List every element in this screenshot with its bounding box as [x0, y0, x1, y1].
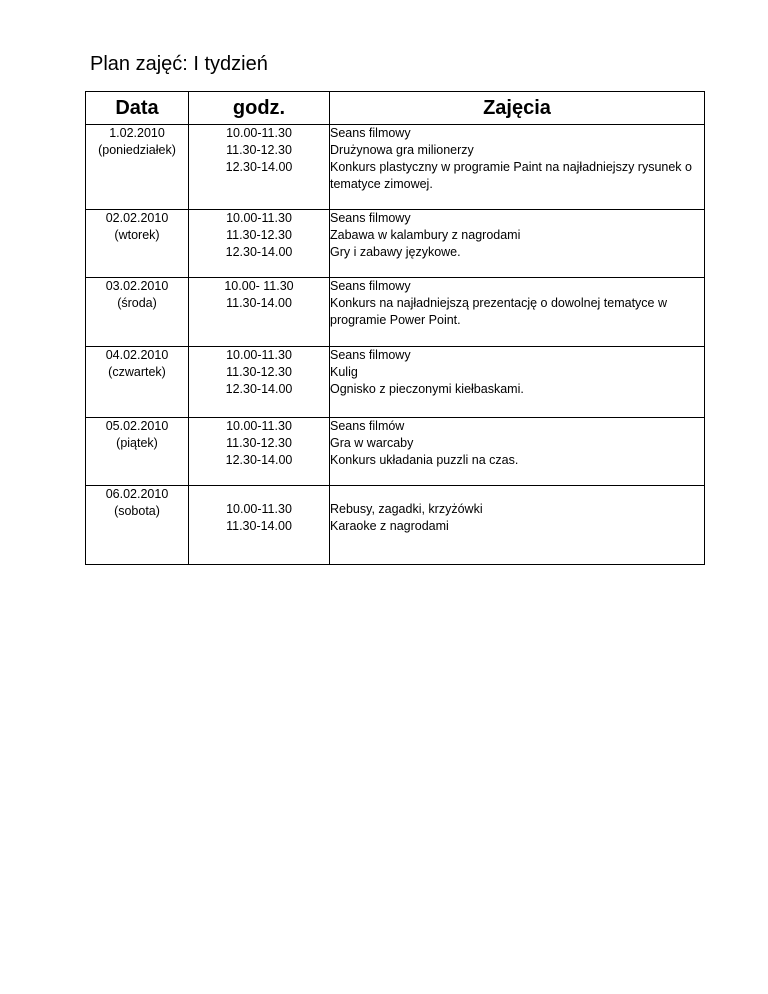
time-slot: 10.00-11.30: [226, 419, 292, 433]
activity-item: Seans filmowy: [330, 211, 411, 225]
date-cell: [86, 486, 189, 565]
date-value: 06.02.2010: [105, 487, 169, 501]
table-row: [86, 278, 705, 347]
day-name: (czwartek): [108, 365, 166, 379]
date-cell: [86, 418, 189, 486]
table-row: [86, 347, 705, 418]
table-row: [86, 486, 705, 565]
time-slot: 10.00-11.30: [226, 502, 292, 516]
activities-cell: [330, 125, 705, 210]
activities-cell: [330, 486, 705, 565]
activity-item: Seans filmów: [330, 419, 405, 433]
activities-cell: [330, 347, 705, 418]
header-activities: Zajęcia: [330, 92, 705, 125]
activity-item: Kulig: [330, 365, 358, 379]
activity-item: Zabawa w kalambury z nagrodami: [330, 228, 521, 242]
table-row: [86, 125, 705, 210]
activity-item: Seans filmowy: [330, 348, 411, 362]
activity-item: Gra w warcaby: [330, 436, 414, 450]
activities-cell: [330, 278, 705, 347]
time-cell: [189, 347, 330, 418]
day-name: (piątek): [116, 436, 158, 450]
date-value: 03.02.2010: [105, 279, 169, 293]
date-cell: [86, 347, 189, 418]
time-slot: 11.30-12.30: [226, 365, 292, 379]
time-slot: 11.30-12.30: [226, 228, 292, 242]
time-cell: [189, 125, 330, 210]
date-cell: [86, 125, 189, 210]
activity-item: Konkurs na najładniejszą prezentację o dowolnej tematyce w programie Power Point.: [330, 296, 667, 327]
date-value: 04.02.2010: [105, 348, 169, 362]
time-slot: 12.30-14.00: [225, 382, 293, 396]
activities-cell: [330, 418, 705, 486]
time-slot: 10.00- 11.30: [224, 279, 294, 293]
date-cell: [86, 210, 189, 278]
day-name: (wtorek): [114, 228, 160, 242]
schedule-table: [85, 91, 705, 565]
activity-item: Konkurs układania puzzli na czas.: [330, 453, 519, 467]
time-cell: [189, 278, 330, 347]
activity-item: Drużynowa gra milionerzy: [330, 143, 474, 157]
time-cell: [189, 210, 330, 278]
time-slot: 10.00-11.30: [226, 211, 292, 225]
time-cell: [189, 486, 330, 565]
document-title: Plan zajęć: I tydzień: [90, 53, 268, 75]
day-name: (środa): [117, 296, 157, 310]
activity-item: Seans filmowy: [330, 126, 411, 140]
time-slot: 11.30-14.00: [226, 519, 292, 533]
activity-item: Gry i zabawy językowe.: [330, 245, 461, 259]
table-header-row: [86, 92, 705, 125]
activity-item: Konkurs plastyczny w programie Paint na najładniejszy rysunek o tematyce zimowej.: [330, 160, 692, 191]
date-value: 05.02.2010: [105, 419, 169, 433]
time-slot: 11.30-12.30: [226, 143, 292, 157]
time-slot: 12.30-14.00: [225, 245, 293, 259]
time-slot: 12.30-14.00: [225, 160, 293, 174]
header-date: Data: [86, 92, 189, 125]
activity-item: Seans filmowy: [330, 279, 411, 293]
time-cell: [189, 418, 330, 486]
time-slot: 10.00-11.30: [226, 126, 292, 140]
date-value: 02.02.2010: [105, 211, 169, 225]
time-slot: 10.00-11.30: [226, 348, 292, 362]
time-slot: 11.30-12.30: [226, 436, 292, 450]
time-slot: 12.30-14.00: [225, 453, 293, 467]
activity-item: Ognisko z pieczonymi kiełbaskami.: [330, 382, 524, 396]
date-value: 1.02.2010: [109, 126, 165, 140]
day-name: (sobota): [114, 504, 160, 518]
header-time: godz.: [189, 92, 330, 125]
table-row: [86, 210, 705, 278]
date-cell: [86, 278, 189, 347]
table-row: [86, 418, 705, 486]
activity-item: Karaoke z nagrodami: [330, 519, 449, 533]
time-slot: 11.30-14.00: [226, 296, 292, 310]
activity-item: Rebusy, zagadki, krzyżówki: [330, 502, 483, 516]
activities-cell: [330, 210, 705, 278]
day-name: (poniedziałek): [98, 143, 176, 157]
